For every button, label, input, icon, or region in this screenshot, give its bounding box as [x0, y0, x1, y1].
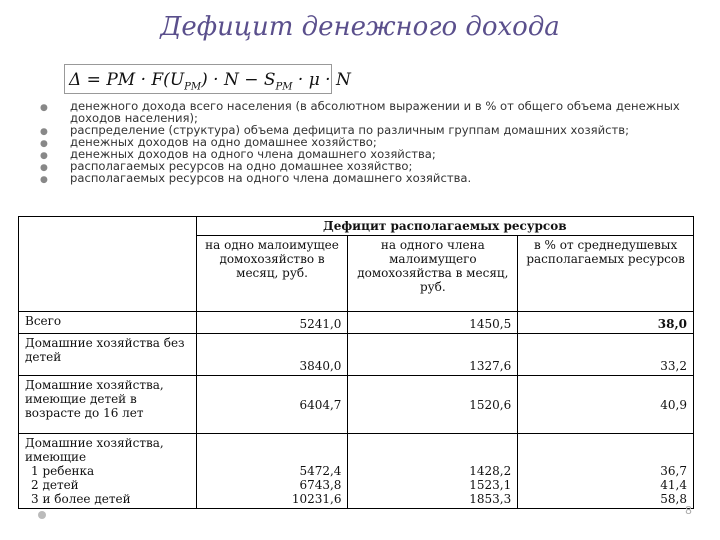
- cell-percent: [518, 434, 694, 509]
- cell-value: 36,7: [660, 464, 687, 478]
- cell-value: 5472,4: [299, 464, 342, 478]
- table-row: [19, 334, 694, 376]
- table-row: [19, 434, 694, 509]
- formula-sub-1: PM: [184, 81, 202, 93]
- bullet-text: денежных доходов на одно домашнее хозяйство;: [70, 135, 377, 149]
- table-row: [19, 376, 694, 434]
- cell-per-member: 1327,6: [348, 334, 518, 376]
- bullet-dot-icon: ●: [40, 175, 48, 185]
- bullet-dot-icon: ●: [40, 163, 48, 173]
- bullet-dot-icon: ●: [40, 127, 48, 137]
- bullet-dot-icon: ●: [40, 151, 48, 161]
- row-label: [19, 434, 197, 509]
- bullet-dot-icon: ●: [40, 103, 48, 113]
- row-sub-label: 2 детей: [31, 478, 79, 492]
- slide-nav-dot-icon: [38, 511, 46, 519]
- formula-part-3: · μ · N: [292, 70, 351, 90]
- formula-part-1: Δ = PM · F(U: [69, 70, 185, 90]
- bullet-item: [40, 172, 680, 184]
- slide-title: Дефицит денежного дохода: [160, 12, 560, 42]
- cell-value: 1523,1: [469, 478, 512, 492]
- table-corner-cell: [19, 217, 197, 312]
- cell-per-member: 1450,5: [348, 312, 518, 334]
- bullet-text: денежного дохода всего населения (в абсолютном выражении и в % от общего объема денежных доходов населения);: [70, 99, 680, 125]
- cell-value: 10231,6: [291, 492, 342, 506]
- table-header-row: [19, 217, 694, 236]
- cell-value: 6743,8: [299, 478, 342, 492]
- formula-sub-2: PM: [275, 81, 293, 93]
- page-number: 8: [685, 504, 692, 517]
- cell-percent: 33,2: [518, 334, 694, 376]
- bullet-text: распределение (структура) объема дефицита по различным группам домашних хозяйств;: [70, 123, 630, 137]
- row-label: Домашние хозяйства, имеющие детей в возрасте до 16 лет: [19, 376, 197, 434]
- cell-per-household: 6404,7: [196, 376, 348, 434]
- cell-percent: 38,0: [518, 312, 694, 334]
- cell-per-household: 3840,0: [196, 334, 348, 376]
- bullet-dot-icon: ●: [40, 139, 48, 149]
- cell-value: 1853,3: [469, 492, 512, 506]
- group-header: Дефицит располагаемых ресурсов: [196, 217, 693, 236]
- bullet-item: [40, 100, 680, 124]
- cell-value: 58,8: [660, 492, 687, 506]
- bullet-text: располагаемых ресурсов на одно домашнее хозяйство;: [70, 159, 413, 173]
- bullet-list: [40, 100, 680, 184]
- column-header-per-member: на одного члена малоимущего домохозяйства в месяц, руб.: [348, 236, 518, 312]
- deficit-table: [18, 216, 694, 509]
- row-sub-label: 3 и более детей: [31, 492, 131, 506]
- row-label-main: Домашние хозяйства, имеющие: [25, 436, 164, 464]
- cell-per-member: 1520,6: [348, 376, 518, 434]
- cell-value: 41,4: [660, 478, 687, 492]
- cell-percent: 40,9: [518, 376, 694, 434]
- row-label: Домашние хозяйства без детей: [19, 334, 197, 376]
- cell-value: 1428,2: [469, 464, 512, 478]
- column-header-percent: в % от среднедушевых располагаемых ресурсов: [518, 236, 694, 312]
- row-label: Всего: [19, 312, 197, 334]
- bullet-text: располагаемых ресурсов на одного члена домашнего хозяйства.: [70, 171, 472, 185]
- table-row: [19, 312, 694, 334]
- formula-part-2: ) · N − S: [201, 70, 276, 90]
- cell-per-household: 5241,0: [196, 312, 348, 334]
- bullet-text: денежных доходов на одного члена домашнего хозяйства;: [70, 147, 436, 161]
- row-sub-label: 1 ребенка: [31, 464, 95, 478]
- cell-per-member: [348, 434, 518, 509]
- deficit-formula: [64, 64, 351, 94]
- column-header-per-household: на одно малоимущее домохозяйство в месяц, руб.: [196, 236, 348, 312]
- cell-per-household: [196, 434, 348, 509]
